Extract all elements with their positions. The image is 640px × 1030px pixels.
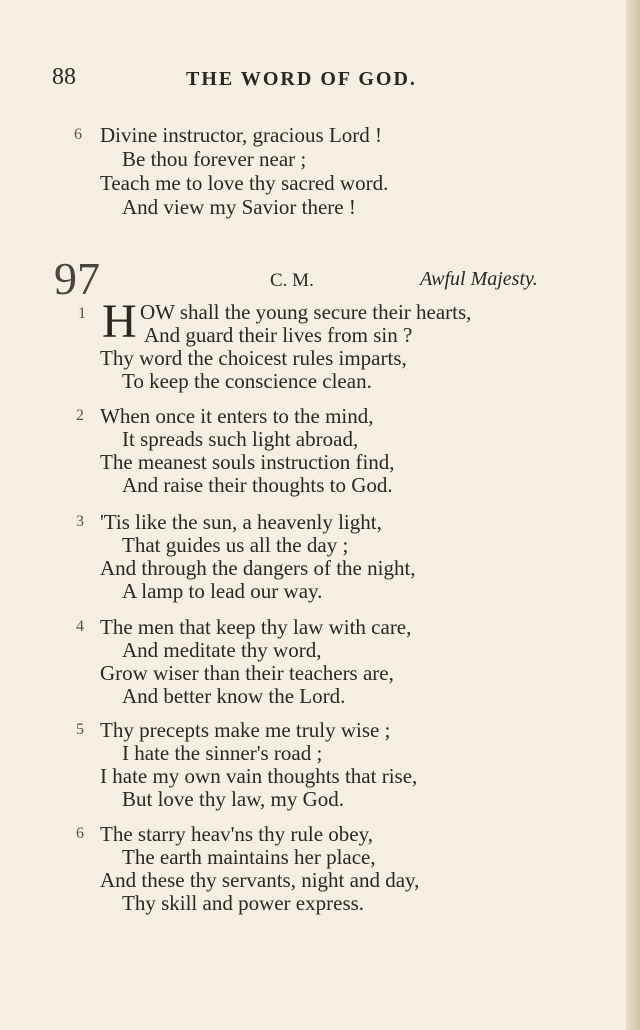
hymn-meter: C. M.: [270, 270, 314, 291]
verse-line: It spreads such light abroad,: [122, 427, 359, 451]
verse-number: 6: [74, 126, 82, 143]
verse-line: And better know the Lord.: [122, 684, 346, 708]
verse-line: The meanest souls instruction find,: [100, 450, 395, 474]
verse-number: 1: [78, 305, 86, 322]
verse-line: Divine instructor, gracious Lord !: [100, 123, 383, 147]
verse-line: And through the dangers of the night,: [100, 556, 416, 580]
verse-line: And view my Savior there !: [122, 195, 356, 219]
drop-cap: H: [102, 295, 137, 348]
verse-line: Teach me to love thy sacred word.: [100, 171, 389, 195]
verse-line: A lamp to lead our way.: [122, 579, 323, 603]
page-number: 88: [52, 64, 76, 90]
verse-line: But love thy law, my God.: [122, 787, 345, 811]
verse-line: I hate the sinner's road ;: [122, 741, 323, 765]
verse-line: 'Tis like the sun, a heavenly light,: [100, 510, 382, 534]
verse-line: The earth maintains her place,: [122, 845, 376, 869]
verse-line: The starry heav'ns thy rule obey,: [100, 822, 373, 846]
verse-number: 5: [76, 721, 84, 738]
verse-line: To keep the conscience clean.: [122, 369, 372, 393]
verse-line: That guides us all the day ;: [122, 533, 349, 557]
running-title: THE WORD OF GOD.: [186, 68, 417, 90]
verse-line: Thy skill and power express.: [122, 891, 365, 915]
verse-line: Thy precepts make me truly wise ;: [100, 718, 391, 742]
verse-line: Be thou forever near ;: [122, 147, 307, 171]
verse-line: And these thy servants, night and day,: [100, 868, 420, 892]
verse-number: 2: [76, 407, 84, 424]
page-edge: [626, 0, 640, 1030]
verse-line: And meditate thy word,: [122, 638, 322, 662]
verse-number: 4: [76, 618, 84, 635]
verse-line: Thy word the choicest rules imparts,: [100, 346, 407, 370]
verse-line: When once it enters to the mind,: [100, 404, 374, 428]
verse-number: 3: [76, 513, 84, 530]
verse-line: And guard their lives from sin ?: [144, 323, 413, 347]
hymn-number: 97: [54, 253, 100, 304]
verse-line: Grow wiser than their teachers are,: [100, 661, 394, 685]
verse-line: The men that keep thy law with care,: [100, 615, 412, 639]
verse-line: And raise their thoughts to God.: [122, 473, 393, 497]
hymn-tune: Awful Majesty.: [420, 268, 538, 290]
verse-line: OW shall the young secure their hearts,: [140, 300, 472, 324]
verse-number: 6: [76, 825, 84, 842]
page-header: [52, 64, 612, 98]
verse-line: I hate my own vain thoughts that rise,: [100, 764, 418, 788]
